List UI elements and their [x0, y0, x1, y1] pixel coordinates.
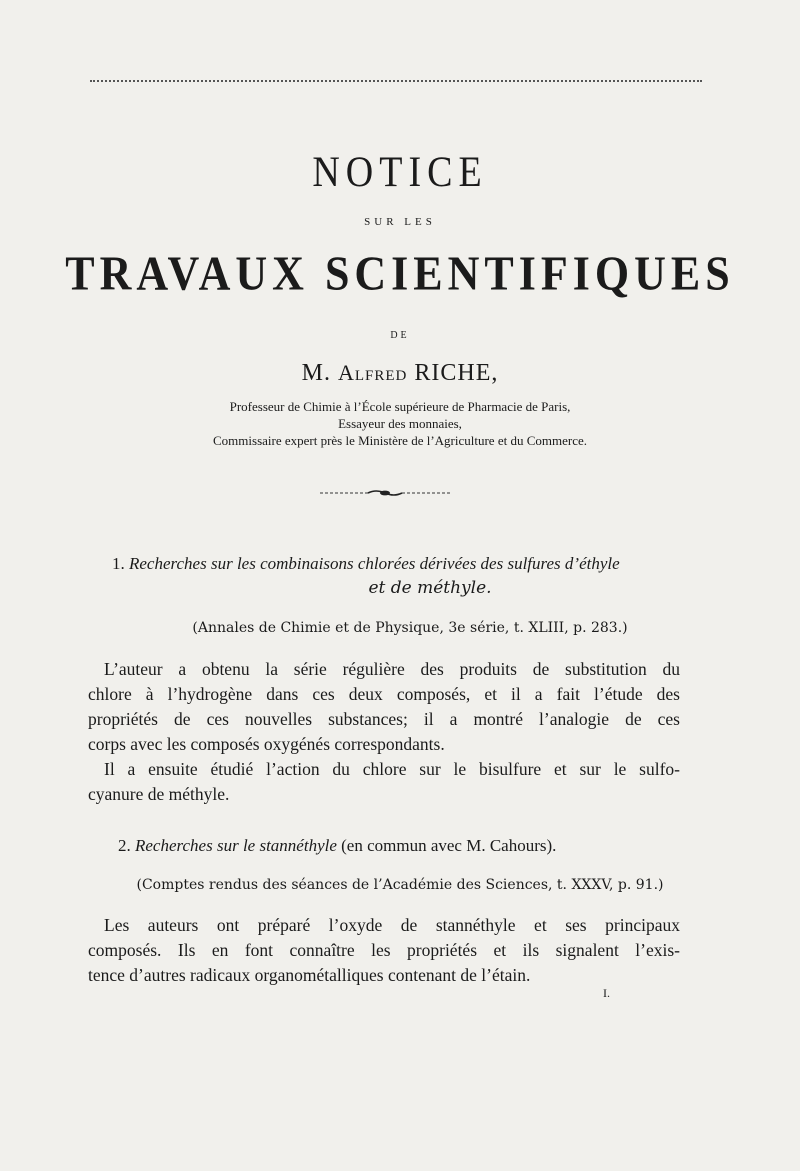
author-first: Alfred [337, 360, 408, 385]
affiliation-line: Essayeur des monnaies, [338, 416, 462, 431]
subtitle-sur-les: SUR LES [364, 216, 436, 228]
section-1-paragraph [88, 657, 680, 807]
section-2-reference: (Comptes rendus des séances de l’Académie des Sciences, t. XXXV, p. 91.) [136, 877, 664, 893]
ornament-divider [320, 488, 450, 498]
section-2-paragraph [88, 913, 680, 988]
author-last: RICHE, [414, 360, 499, 386]
section-title-text: Recherches sur les combinaisons chlorées dérivées des sulfures d’éthyle [129, 554, 620, 573]
paragraph-line: Les auteurs ont préparé l’oxyde de stannéthyle et ses principaux [104, 915, 680, 935]
paragraph-line: tence d’autres radicaux organométalliques contenant de l’étain. [88, 965, 531, 985]
section-2-title [118, 835, 718, 857]
section-number: 1. [112, 554, 125, 573]
paragraph-line: propriétés de ces nouvelles substances; il a montré l’analogie de ces [88, 709, 680, 729]
section-title-roman: (en commun avec M. Cahours). [341, 836, 557, 855]
section-1-title [112, 553, 712, 575]
subtitle-de: DE [390, 330, 410, 341]
section-title-text: et de méthyle. [368, 578, 492, 598]
affiliation-line: Professeur de Chimie à l’École supérieure de Pharmacie de Paris, [229, 399, 571, 414]
top-rule [90, 80, 702, 82]
section-1-reference: (Annales de Chimie et de Physique, 3e série, t. XLIII, p. 283.) [192, 620, 628, 636]
author-prefix: M. [301, 360, 331, 386]
affiliation-line: Commissaire expert près le Ministère de l’Agriculture et du Commerce. [213, 433, 587, 448]
title-notice: NOTICE [312, 147, 488, 197]
author-name [0, 360, 800, 387]
paragraph-line: Il a ensuite étudié l’action du chlore sur le bisulfure et sur le sulfo- [104, 759, 680, 779]
paragraph-line: chlore à l’hydrogène dans ces deux composés, et il a fait l’étude des [88, 684, 680, 704]
section-title-text: Recherches sur le stannéthyle [135, 836, 337, 855]
section-number: 2. [118, 836, 131, 855]
paragraph-line: corps avec les composés oxygénés correspondants. [88, 734, 445, 754]
paragraph-line: L’auteur a obtenu la série régulière des produits de substitution du [104, 659, 680, 679]
page-folio: I. [603, 986, 610, 1000]
title-travaux: TRAVAUX SCIENTIFIQUES [65, 246, 735, 301]
paragraph-line: composés. Ils en font connaître les propriétés et ils signalent l’exis- [88, 940, 680, 960]
paragraph-line: cyanure de méthyle. [88, 784, 230, 804]
section-1-title-line2 [30, 577, 800, 599]
